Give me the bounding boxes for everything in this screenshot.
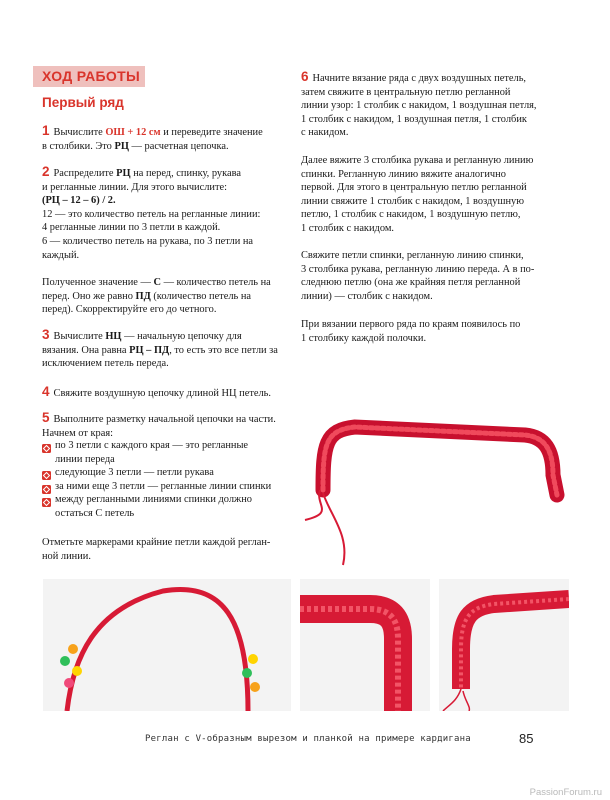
step-1: 1 Вычислите ОШ + 12 см и переведите значение в столбики. Это РЦ — расчетная цепочка. bbox=[42, 123, 263, 152]
photo-corner-detail bbox=[300, 579, 430, 711]
markup-list bbox=[42, 439, 292, 521]
yarn-bullet-icon bbox=[42, 481, 51, 490]
photo-end-detail bbox=[439, 579, 569, 711]
list-item: следующие 3 петли — петли рукава bbox=[42, 466, 292, 480]
step-2: 2 Распределите РЦ на перед, спинку, рукава и регланные линии. Для этого вычислите: (РЦ – 12 – 6) / 2. 12 — это количество петель на регланные линии: 4 регланные линии по 3 петли в каждой. 6 — количество петель на рукава, по 3 петли на каждый. bbox=[42, 164, 261, 261]
step-6: 6 Начните вязание ряда с двух воздушных петель, затем свяжите в центральную петлю регланной линии узор: 1 столбик с накидом, 1 воздушная петля, 1 столбик с накидом, 1 воздушная петля, 1 столбик с накидом. bbox=[301, 69, 537, 139]
watermark: PassionForum.ru bbox=[529, 787, 602, 798]
subsection-title: Первый ряд bbox=[42, 95, 124, 110]
list-item: за ними еще 3 петли — регланные линии спинки bbox=[42, 480, 292, 494]
paragraph-result: При вязании первого ряда по краям появилось по 1 столбику каждой полочки. bbox=[301, 319, 521, 344]
yarn-bullet-icon bbox=[42, 494, 51, 503]
paragraph-sleeve: Далее вяжите 3 столбика рукава и регланную линию спинки. Регланную линию вяжите аналогично первой. Для этого в центральную петлю регланной линии свяжите 1 столбик с накидом, 1 воздушную петлю, 1 столбик с накидом, 1 воздушную петлю, 1 столбик с накидом. bbox=[301, 155, 534, 234]
yarn-bullet-icon bbox=[42, 467, 51, 476]
paragraph-value-c: Полученное значение — С — количество петель на перед. Оно же равно ПД (количество петель на перед). Скорректируйте его до четного. bbox=[42, 277, 271, 316]
photo-chain-with-markers bbox=[43, 579, 291, 711]
paragraph-back: Свяжите петли спинки, регланную линию спинки, 3 столбика рукава, регланную линию переда. А в по- следнюю петлю (она же крайняя петля регланной линии) — столбик с накидом. bbox=[301, 250, 535, 302]
list-item: по 3 петли с каждого края — это регланные линии переда bbox=[42, 439, 292, 466]
footer-book-title: Реглан с V-образным вырезом и планкой на примере кардигана bbox=[145, 734, 471, 744]
step-4: 4 Свяжите воздушную цепочку длиной НЦ петель. bbox=[42, 384, 272, 399]
list-item: между регланными линиями спинки должно остаться С петель bbox=[42, 493, 292, 520]
step-3: 3 Вычислите НЦ — начальную цепочку для вязания. Она равна РЦ – ПД, то есть это все петли за исключением петель переда. bbox=[42, 327, 278, 370]
paragraph-markers: Отметьте маркерами крайние петли каждой реглан- ной линии. bbox=[42, 537, 271, 562]
section-title: ХОД РАБОТЫ bbox=[42, 68, 140, 84]
page-number: 85 bbox=[519, 731, 534, 746]
step-5: 5 Выполните разметку начальной цепочки на части. Начнем от края: bbox=[42, 410, 276, 439]
photo-first-row bbox=[295, 395, 585, 570]
yarn-bullet-icon bbox=[42, 440, 51, 449]
